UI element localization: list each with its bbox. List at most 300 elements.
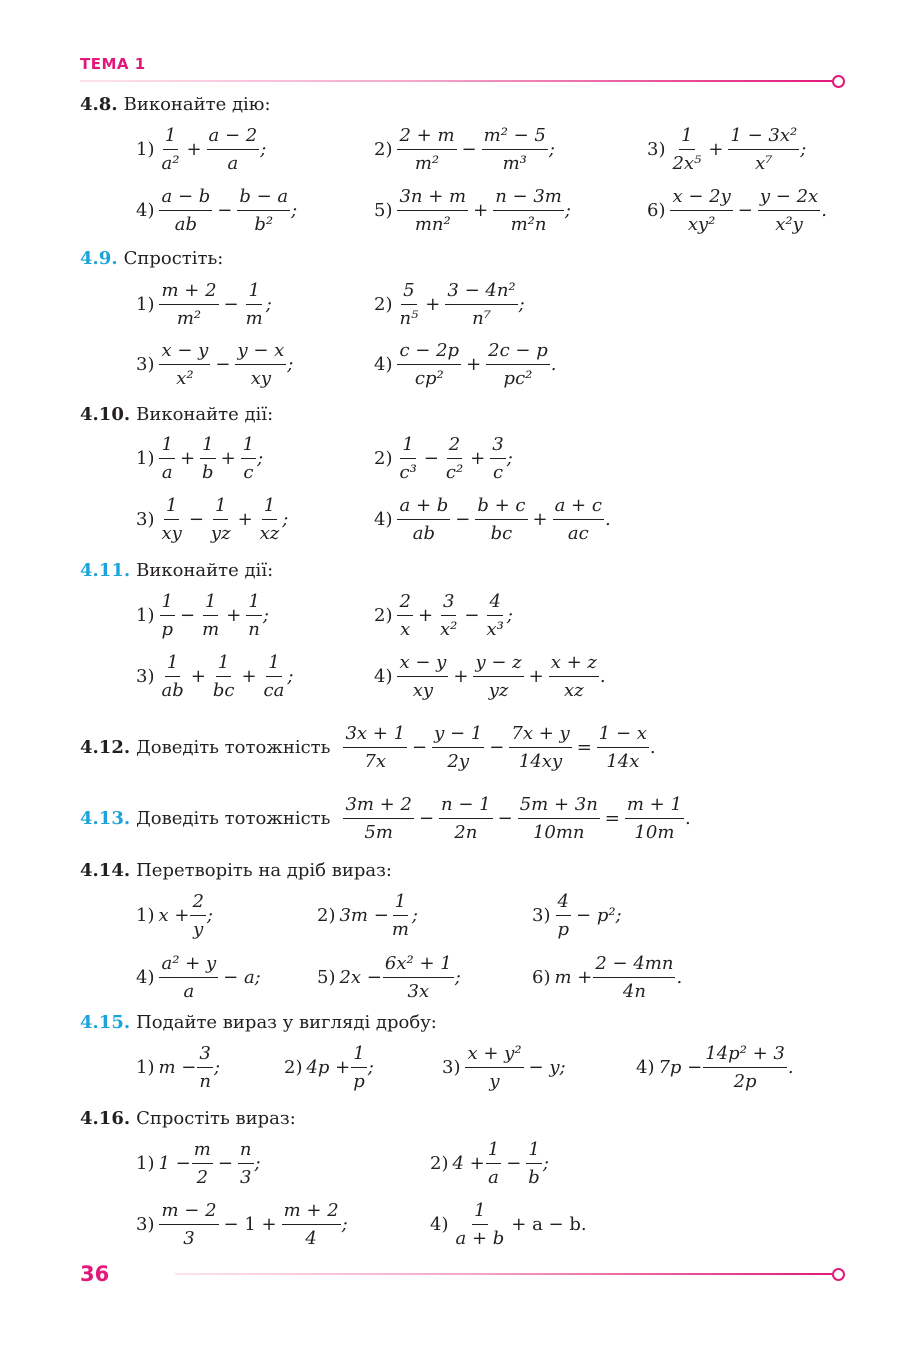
operator: − [461, 139, 477, 160]
exercise-number: 4.15. [80, 1012, 131, 1033]
fraction [597, 720, 649, 775]
denominator: c [243, 462, 254, 483]
math-text: ; [254, 1153, 261, 1174]
operator: − [217, 200, 233, 221]
numerator: 1 [241, 431, 256, 459]
exercise-4-11-item-1 [136, 588, 269, 643]
exercise-instruction: Виконайте дію: [123, 94, 271, 115]
numerator: 2c − p [486, 337, 550, 365]
denominator: x³ [486, 619, 504, 640]
fraction [509, 720, 571, 775]
operator: − [217, 1153, 233, 1174]
page-number: 36 [80, 1262, 110, 1286]
denominator: n⁵ [399, 308, 419, 329]
numerator: 1 [163, 122, 178, 150]
fraction [244, 277, 265, 332]
exercise-number: 4.12. [80, 737, 131, 758]
operator: + [417, 605, 434, 626]
exercise-number: 4.16. [80, 1108, 131, 1129]
numerator: 14p² + 3 [703, 1040, 787, 1068]
fraction [351, 1040, 367, 1095]
denominator: a + b [455, 1228, 505, 1249]
fraction [207, 122, 260, 177]
math-text: m + [554, 967, 593, 988]
math-text: − y; [528, 1057, 566, 1078]
fraction [209, 492, 233, 547]
exercise-4-8-item-6 [647, 183, 827, 238]
item-label: 4) [136, 967, 155, 988]
math-text: ; [548, 139, 555, 160]
denominator: c³ [399, 462, 417, 483]
fraction [397, 277, 420, 332]
operator: + [179, 448, 196, 469]
math-text: − a; [223, 967, 261, 988]
item-label: 4) [136, 200, 155, 221]
exercise-4-12 [80, 720, 656, 775]
math-text: 2x − [339, 967, 382, 988]
numerator: 2 [190, 888, 205, 916]
fraction [159, 649, 185, 704]
math-text: . [684, 808, 691, 829]
denominator: xz [563, 680, 584, 701]
fraction [397, 337, 461, 392]
exercise-instruction: Перетворіть на дріб вираз: [136, 860, 392, 881]
exercise-number: 4.8. [80, 94, 118, 115]
numerator: 1 [351, 1040, 366, 1068]
math-text: 4p + [306, 1057, 351, 1078]
math-text: x + [158, 905, 190, 926]
operator: + [453, 666, 469, 687]
denominator: a [227, 153, 239, 174]
math-text: ; [341, 1214, 348, 1235]
denominator: ac [567, 523, 589, 544]
exercise-4-8-heading [80, 94, 271, 115]
operator: + [473, 200, 489, 221]
math-text: ; [265, 294, 272, 315]
item-label: 2) [430, 1153, 449, 1174]
numerator: x + z [549, 649, 599, 677]
exercise-number: 4.10. [80, 404, 131, 425]
numerator: 3 − 4n² [445, 277, 517, 305]
numerator: 1 [203, 588, 218, 616]
item-label: 1) [136, 139, 155, 160]
numerator: 1 [526, 1136, 541, 1164]
operator: + [466, 354, 482, 375]
numerator: 1 [216, 649, 231, 677]
operator: + [241, 666, 257, 687]
denominator: m² [414, 153, 440, 174]
denominator: 4n [622, 981, 646, 1002]
numerator: a − b [159, 183, 212, 211]
operator: − [506, 1153, 522, 1174]
fraction [670, 122, 703, 177]
denominator: xy² [687, 214, 716, 235]
numerator: m [192, 1136, 213, 1164]
operator: = [576, 737, 592, 758]
denominator: 2p [733, 1071, 757, 1092]
exercise-4-11-item-2 [374, 588, 513, 643]
fraction [486, 1136, 501, 1191]
numerator: 1 [262, 492, 277, 520]
item-label: 2) [284, 1057, 303, 1078]
denominator: cp² [414, 368, 444, 389]
denominator: 4 [305, 1228, 317, 1249]
exercise-4-16-item-1 [136, 1136, 261, 1191]
fraction [258, 492, 282, 547]
math-text: ; [506, 605, 513, 626]
fraction [473, 649, 523, 704]
fraction [670, 183, 732, 238]
item-label: 1) [136, 905, 155, 926]
fraction [159, 122, 181, 177]
exercise-4-8-item-2 [374, 122, 555, 177]
exercise-4-10-item-2 [374, 431, 513, 486]
exercise-4-8-item-1 [136, 122, 266, 177]
fraction [343, 791, 414, 846]
numerator: 3 [441, 588, 456, 616]
operator: − [464, 605, 480, 626]
item-label: 4) [374, 354, 393, 375]
numerator: 5 [401, 277, 416, 305]
exercise-4-8-item-5 [374, 183, 571, 238]
fraction [465, 1040, 523, 1095]
exercise-instruction: Виконайте дії: [136, 560, 274, 581]
fraction [235, 337, 286, 392]
exercise-4-16-heading [80, 1108, 296, 1129]
denominator: a [488, 1167, 499, 1188]
footer-rule-end-icon [832, 1268, 845, 1281]
math-text: . [676, 967, 683, 988]
operator: − [497, 808, 513, 829]
fraction [475, 492, 527, 547]
denominator: ab [412, 523, 435, 544]
numerator: 3x + 1 [343, 720, 407, 748]
denominator: xy [412, 680, 434, 701]
exercise-4-15-item-2 [284, 1040, 374, 1095]
numerator: x − 2y [670, 183, 732, 211]
fraction [593, 950, 675, 1005]
math-text: 7p − [658, 1057, 703, 1078]
numerator: b + c [475, 492, 527, 520]
fraction [444, 431, 465, 486]
math-text: ; [542, 1153, 549, 1174]
fraction [728, 122, 799, 177]
item-label: 5) [317, 967, 336, 988]
operator: − [412, 737, 428, 758]
fraction [159, 1197, 218, 1252]
operator: + [226, 605, 242, 626]
operator: − [455, 509, 471, 530]
math-text: . [649, 737, 656, 758]
fraction [197, 1040, 213, 1095]
item-label: 4) [636, 1057, 655, 1078]
item-label: 3) [136, 354, 155, 375]
denominator: m³ [502, 153, 527, 174]
numerator: x − y [159, 337, 210, 365]
fraction [485, 588, 506, 643]
denominator: 14x [606, 751, 640, 772]
exercise-instruction: Доведіть тотожність [136, 808, 331, 829]
denominator: yz [488, 680, 509, 701]
denominator: b² [254, 214, 274, 235]
denominator: x² [176, 368, 194, 389]
math-text: ; [257, 448, 264, 469]
fraction [159, 183, 212, 238]
exercise-4-8-item-4 [136, 183, 297, 238]
denominator: m [245, 308, 263, 329]
denominator: p [557, 919, 570, 940]
exercise-4-15-item-3 [442, 1040, 566, 1095]
numerator: 1 [246, 277, 261, 305]
fraction [397, 122, 456, 177]
numerator: 3 [490, 431, 505, 459]
numerator: 1 [246, 588, 261, 616]
item-label: 1) [136, 605, 155, 626]
numerator: n [238, 1136, 254, 1164]
denominator: a [183, 981, 195, 1002]
exercise-4-11-item-3 [136, 649, 293, 704]
operator: + [425, 294, 441, 315]
fraction [282, 1197, 341, 1252]
fraction [518, 791, 600, 846]
math-text: m − [158, 1057, 197, 1078]
fraction [237, 183, 290, 238]
denominator: x [400, 619, 411, 640]
numerator: 1 [472, 1197, 487, 1225]
numerator: x − y [397, 649, 448, 677]
exercise-4-13 [80, 791, 691, 846]
fraction [343, 720, 407, 775]
item-label: 2) [374, 605, 393, 626]
exercise-4-14-item-4 [136, 950, 261, 1005]
fraction [625, 791, 684, 846]
item-label: 2) [317, 905, 336, 926]
operator: − [223, 294, 239, 315]
operator: + a − b. [511, 1214, 587, 1235]
operator: − [489, 737, 505, 758]
numerator: 1 [159, 431, 174, 459]
math-text: . [599, 666, 606, 687]
operator: − [423, 448, 439, 469]
exercise-4-9-item-2 [374, 277, 525, 332]
operator: + [532, 509, 548, 530]
fraction [159, 431, 174, 486]
exercise-4-16-item-4 [430, 1197, 591, 1252]
denominator: m [202, 619, 220, 640]
footer-rule [175, 1273, 832, 1275]
denominator: n [199, 1071, 211, 1092]
item-label: 1) [136, 294, 155, 315]
numerator: 2 [397, 588, 412, 616]
fraction [438, 588, 459, 643]
exercise-4-14-item-2 [317, 888, 418, 943]
operator: − [180, 605, 196, 626]
denominator: b [528, 1167, 540, 1188]
fraction [758, 183, 820, 238]
denominator: mn² [414, 214, 451, 235]
math-text: ; [206, 905, 213, 926]
item-label: 6) [647, 200, 666, 221]
denominator: 2n [454, 822, 478, 843]
fraction [192, 1136, 213, 1191]
fraction [159, 492, 183, 547]
math-text: . [550, 354, 557, 375]
exercise-4-9-heading [80, 248, 223, 269]
item-label: 3) [442, 1057, 461, 1078]
item-label: 3) [647, 139, 666, 160]
numerator: y − z [473, 649, 523, 677]
numerator: 3m + 2 [343, 791, 414, 819]
exercise-number: 4.13. [80, 808, 131, 829]
denominator: 3x [407, 981, 430, 1002]
denominator: 3 [239, 1167, 252, 1188]
fraction [397, 431, 418, 486]
operator: + [237, 509, 253, 530]
numerator: 1 − x [597, 720, 649, 748]
denominator: c [492, 462, 504, 483]
fraction [159, 277, 218, 332]
exercise-4-14-item-3 [532, 888, 622, 943]
denominator: 2x⁵ [672, 153, 702, 174]
numerator: a − 2 [207, 122, 260, 150]
numerator: 1 [400, 431, 415, 459]
denominator: 14xy [518, 751, 563, 772]
exercise-instruction: Виконайте дії: [136, 404, 274, 425]
denominator: p [161, 619, 174, 640]
operator: + [470, 448, 486, 469]
numerator: y − 1 [432, 720, 484, 748]
denominator: 10m [634, 822, 675, 843]
denominator: bc [490, 523, 513, 544]
denominator: pc² [503, 368, 533, 389]
exercise-4-9-item-3 [136, 337, 293, 392]
denominator: 2y [447, 751, 470, 772]
numerator: 2 [447, 431, 462, 459]
item-label: 2) [374, 294, 393, 315]
item-label: 2) [374, 448, 393, 469]
fraction [439, 791, 493, 846]
exercise-4-15-item-1 [136, 1040, 220, 1095]
exercise-instruction: Подайте вираз у вигляді дробу: [136, 1012, 437, 1033]
fraction [159, 588, 175, 643]
denominator: b [202, 462, 214, 483]
numerator: 1 [200, 431, 215, 459]
exercise-4-15-heading [80, 1012, 437, 1033]
numerator: a + b [397, 492, 450, 520]
exercise-4-8-item-3 [647, 122, 806, 177]
numerator: c − 2p [397, 337, 461, 365]
denominator: a [161, 462, 173, 483]
numerator: 1 [266, 649, 281, 677]
exercise-4-16-item-3 [136, 1197, 348, 1252]
exercise-4-11-item-4 [374, 649, 606, 704]
math-text: ; [291, 200, 298, 221]
numerator: y − x [235, 337, 286, 365]
math-text: ; [564, 200, 571, 221]
numerator: 5m + 3n [518, 791, 600, 819]
header-rule [80, 80, 832, 82]
fraction [553, 492, 604, 547]
fraction [159, 950, 218, 1005]
fraction [390, 888, 411, 943]
numerator: 1 [393, 888, 408, 916]
numerator: m + 2 [282, 1197, 341, 1225]
item-label: 1) [136, 448, 155, 469]
numerator: 1 [679, 122, 694, 150]
fraction [445, 277, 517, 332]
item-label: 4) [374, 509, 393, 530]
fraction [190, 888, 205, 943]
operator: + [186, 139, 202, 160]
item-label: 3) [136, 666, 155, 687]
math-text: 1 − [158, 1153, 191, 1174]
item-label: 3) [136, 1214, 155, 1235]
exercise-4-10-heading [80, 404, 273, 425]
math-text: 3m − [339, 905, 389, 926]
item-label: 3) [136, 509, 155, 530]
denominator: bc [212, 680, 235, 701]
fraction [238, 1136, 254, 1191]
item-label: 4) [430, 1214, 449, 1235]
numerator: 1 [160, 588, 175, 616]
item-label: 3) [532, 905, 551, 926]
item-label: 1) [136, 1153, 155, 1174]
denominator: n⁷ [472, 308, 491, 329]
denominator: xy [250, 368, 272, 389]
math-text: ; [287, 354, 294, 375]
denominator: x² [440, 619, 458, 640]
numerator: m − 2 [159, 1197, 218, 1225]
numerator: m + 2 [159, 277, 218, 305]
denominator: 10mn [532, 822, 585, 843]
fraction [246, 588, 262, 643]
fraction [486, 337, 550, 392]
denominator: x⁷ [755, 153, 773, 174]
operator: = [604, 808, 620, 829]
fraction [397, 649, 448, 704]
denominator: ab [174, 214, 197, 235]
numerator: 4 [556, 888, 571, 916]
denominator: xy [161, 523, 182, 544]
item-label: 2) [374, 139, 393, 160]
math-text: 4 + [452, 1153, 485, 1174]
math-text: ; [411, 905, 418, 926]
exercise-4-11-heading [80, 560, 273, 581]
denominator: c² [445, 462, 464, 483]
numerator: 1 − 3x² [728, 122, 799, 150]
exercise-4-10-item-4 [374, 492, 611, 547]
denominator: m²n [510, 214, 547, 235]
exercise-number: 4.11. [80, 560, 131, 581]
operator: − 1 + [223, 1214, 277, 1235]
numerator: 3n + m [397, 183, 468, 211]
item-label: 6) [532, 967, 551, 988]
topic-label: ТЕМА 1 [80, 55, 146, 73]
math-text: − p²; [576, 905, 622, 926]
operator: + [708, 139, 724, 160]
numerator: 1 [486, 1136, 501, 1164]
math-text: ; [262, 605, 269, 626]
fraction [482, 122, 548, 177]
denominator: m² [176, 308, 202, 329]
exercise-number: 4.14. [80, 860, 131, 881]
operator: + [528, 666, 544, 687]
fraction [241, 431, 256, 486]
denominator: n [248, 619, 260, 640]
fraction [211, 649, 237, 704]
numerator: 1 [164, 492, 179, 520]
fraction [490, 431, 505, 486]
